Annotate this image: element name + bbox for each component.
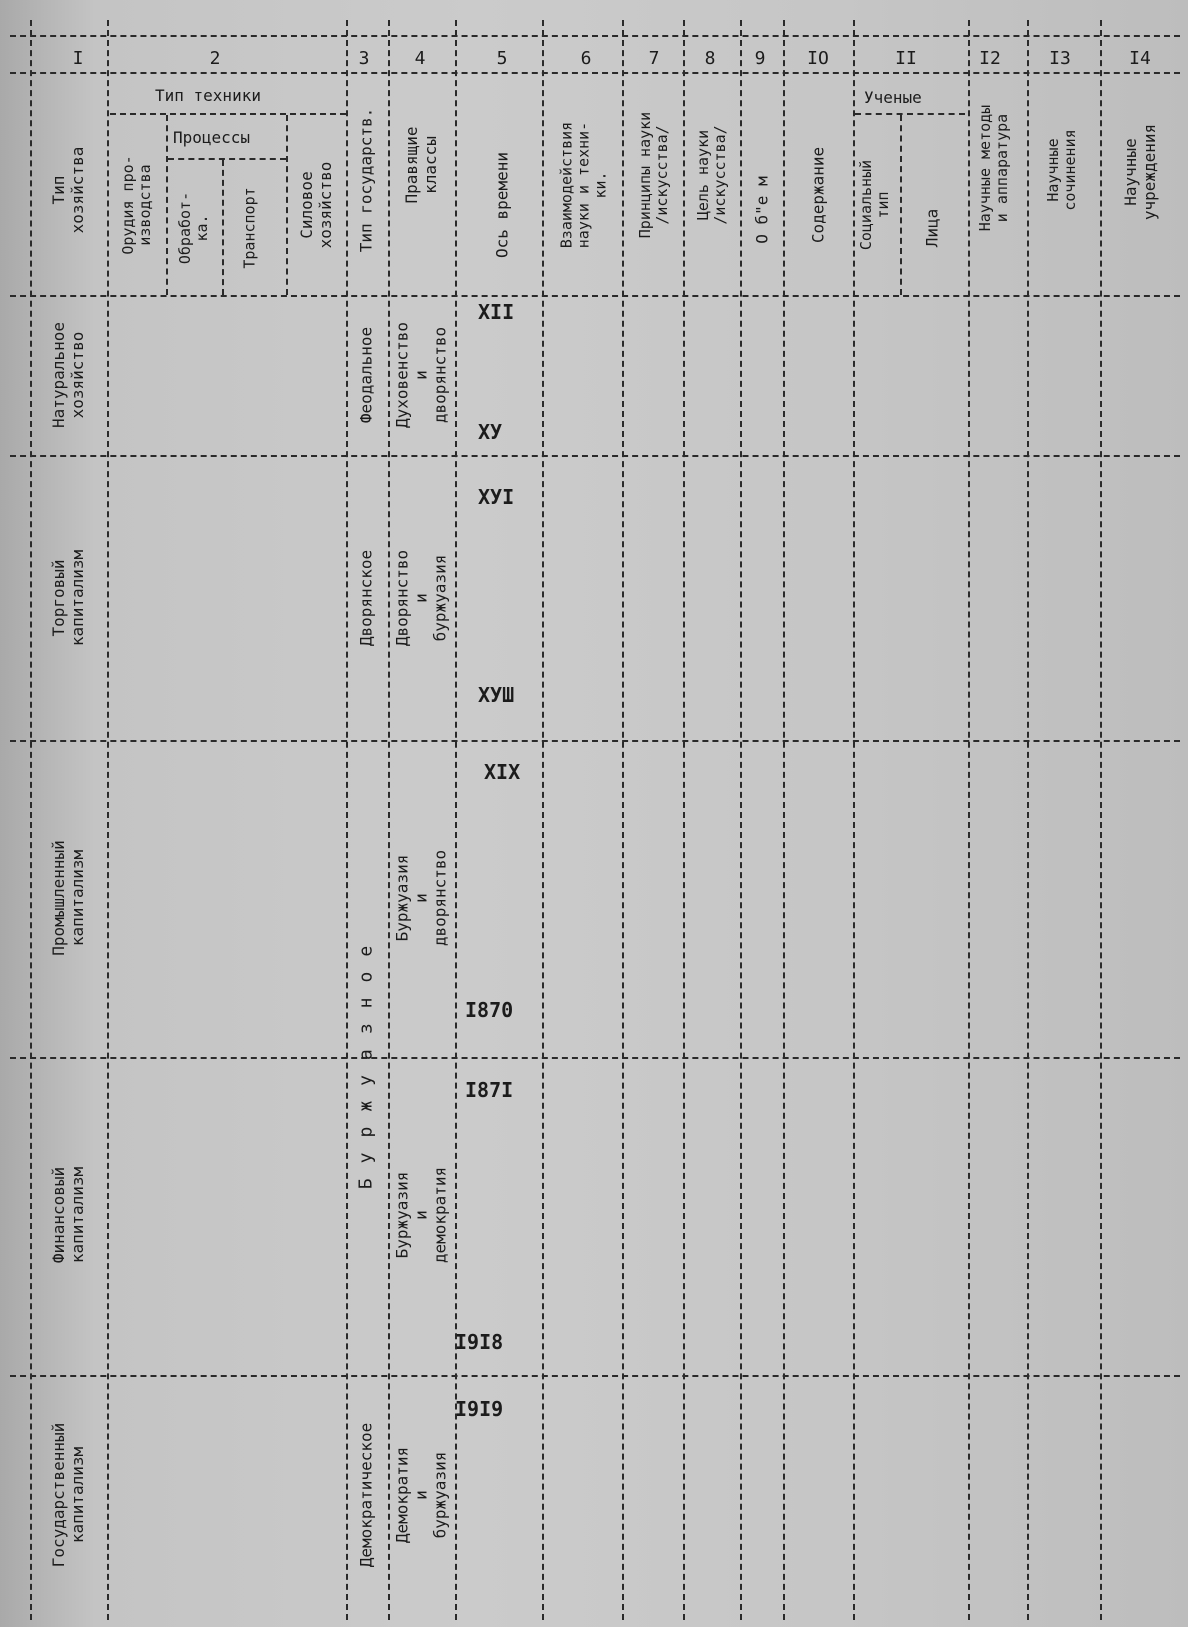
header-obem: О б"е м xyxy=(752,176,772,244)
header-tip-khozyaystva: Тип хозяйства xyxy=(49,146,87,234)
column-line xyxy=(683,20,685,1620)
column-number: IO xyxy=(807,48,829,69)
header-nauchnye-metody: Научные методы и аппаратура xyxy=(976,104,1011,232)
group-header-tip-tekhniki: Тип техники xyxy=(155,86,261,105)
column-number: 5 xyxy=(496,48,508,69)
row-pravyashchie: Буржуазия и дворянство xyxy=(392,849,450,947)
header-tip-gosudarstva: Тип государств. xyxy=(356,107,376,253)
row-rule xyxy=(10,740,1180,742)
column-number: 2 xyxy=(209,48,221,69)
row-tip-khozyaystva: Натуральное хозяйство xyxy=(49,322,87,428)
header-silovoe: Силовое хозяйство xyxy=(297,161,335,249)
column-line xyxy=(1027,20,1029,1620)
column-number: I2 xyxy=(979,48,1001,69)
column-line xyxy=(346,20,348,1620)
header-tsel: Цель науки /искусства/ xyxy=(694,125,729,225)
row-pravyashchie: Дворянство и буржуазия xyxy=(392,549,450,647)
row-tip-gosudarstva: Демократическое xyxy=(356,1422,376,1568)
column-number: 7 xyxy=(648,48,660,69)
header-pravyashchie: Правящие классы xyxy=(402,126,440,204)
column-line xyxy=(388,20,390,1620)
column-number: II xyxy=(895,48,917,69)
header-nauchnye-sochineniya: Научные сочинения xyxy=(1044,129,1079,211)
uchenye-rule xyxy=(855,113,965,115)
column-line xyxy=(622,20,624,1620)
header-vzaimodeystvie: Взаимодействия науки и техни- ки. xyxy=(557,121,610,249)
group-header-uchenye: Ученые xyxy=(864,88,922,107)
column-line xyxy=(542,20,544,1620)
header-orudiya: Орудия про- изводства xyxy=(119,155,154,255)
row-tip-khozyaystva: Финансовый капитализм xyxy=(49,1166,87,1264)
column-number: 9 xyxy=(754,48,766,69)
column-line xyxy=(968,20,970,1620)
column-line xyxy=(740,20,742,1620)
group-header-protsessy: Процессы xyxy=(173,128,251,147)
header-soderzhanie: Содержание xyxy=(808,146,828,244)
merged-tip-gosudarstva: Буржуазное xyxy=(355,930,377,1190)
time-mark: XУШ xyxy=(478,683,515,707)
column-line xyxy=(853,20,855,1620)
time-mark: I87I xyxy=(465,1078,514,1102)
column-number: 3 xyxy=(358,48,370,69)
header-bottom-rule xyxy=(10,295,1180,297)
column-line xyxy=(455,20,457,1620)
time-mark: I9I9 xyxy=(455,1397,504,1421)
row-pravyashchie: Демократия и буржуазия xyxy=(392,1446,450,1544)
column-number: I3 xyxy=(1049,48,1071,69)
sub-divider xyxy=(166,115,168,295)
column-line xyxy=(783,20,785,1620)
row-tip-gosudarstva: Феодальное xyxy=(356,326,376,424)
tip-tekhniki-rule xyxy=(110,113,346,115)
sub-divider xyxy=(900,115,902,295)
header-litsa: Лица xyxy=(922,208,942,248)
sub-divider xyxy=(286,115,288,295)
column-number: 6 xyxy=(580,48,592,69)
header-nauchnye-uchrezhdeniya: Научные учреждения xyxy=(1121,123,1159,221)
time-mark: I9I8 xyxy=(455,1330,504,1354)
column-number: 4 xyxy=(414,48,426,69)
time-mark: I870 xyxy=(465,998,514,1022)
time-mark: XУ xyxy=(478,420,503,444)
sub-divider xyxy=(222,160,224,295)
header-sotsialny-tip: Социальный тип xyxy=(857,159,892,251)
column-line xyxy=(107,20,109,1620)
row-tip-khozyaystva: Промышленный капитализм xyxy=(49,840,87,956)
top-rule xyxy=(10,35,1180,37)
row-rule xyxy=(10,455,1180,457)
row-tip-khozyaystva: Торговый капитализм xyxy=(49,549,87,647)
time-mark: XУI xyxy=(478,485,515,509)
time-mark: XIX xyxy=(484,760,521,784)
time-mark: XII xyxy=(478,300,515,324)
header-printsipy: Принципы науки /искусства/ xyxy=(636,111,671,239)
column-number: 8 xyxy=(704,48,716,69)
row-rule xyxy=(10,1375,1180,1377)
column-line xyxy=(30,20,32,1620)
column-number: I xyxy=(72,48,84,69)
header-number-rule xyxy=(10,72,1180,74)
row-tip-khozyaystva: Государственный капитализм xyxy=(49,1422,87,1568)
row-rule xyxy=(10,1057,1180,1059)
header-os-vremeni: Ось времени xyxy=(492,152,512,258)
column-line xyxy=(1100,20,1102,1620)
row-pravyashchie: Духовенство и дворянство xyxy=(392,322,450,428)
row-tip-gosudarstva: Дворянское xyxy=(356,549,376,647)
column-number: I4 xyxy=(1129,48,1151,69)
header-obrabotka: Обработ- ка. xyxy=(176,191,211,265)
protsessy-rule xyxy=(168,158,286,160)
header-transport: Транспорт xyxy=(240,187,259,269)
row-pravyashchie: Буржуазия и демократия xyxy=(392,1166,450,1264)
